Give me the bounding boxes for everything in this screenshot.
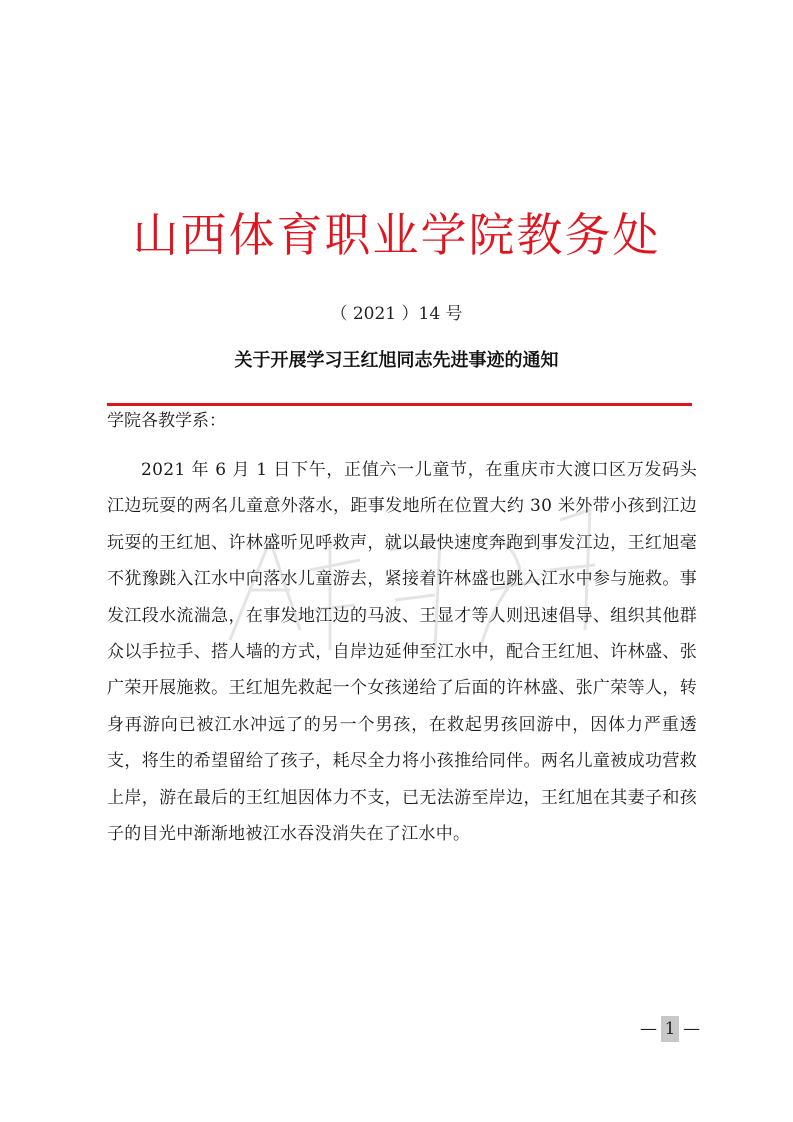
document-number: （ 2021 ）14 号 <box>330 304 463 324</box>
page-number: 1 <box>661 1016 679 1042</box>
red-divider-line <box>107 403 692 406</box>
document-title: 关于开展学习王红旭同志先进事迹的通知 <box>234 350 559 371</box>
body-paragraph: 2021 年 6 月 1 日下午，正值六一儿童节，在重庆市大渡口区万发码头江边玩耍的两名儿童意外落水，距事发地所在位置大约 30 米外带小孩到江边玩耍的王红旭、许林盛听见呼救声，就以最快速度奔跑到事发江边，王红旭毫不犹豫跳入江水中向落水儿童游去，紧接着许林盛也跳入江水中参与施救。事发江段水流湍急，在事发地江边的马波、王显才等人则迅速倡导、组织其他群众以手拉手、搭人墙的方式，自岸边延伸至江水中，配合王红旭、许林盛、张广荣开展施救。王红旭先救起一个女孩递给了后面的许林盛、张广荣等人，转身再游向已被江水冲远了的另一个男孩，在救起男孩回游中，因体力严重透支，将生的希望留给了孩子，耗尽全力将小孩推给同伴。两名儿童被成功营救上岸，游在最后的王红旭因体力不支，已无法游至岸边，王红旭在其妻子和孩子的目光中渐渐地被江水吞没消失在了江水中。 <box>107 460 697 845</box>
organization-title: 山西体育职业学院教务处 <box>132 208 661 262</box>
footer-dash-left: — <box>640 1019 657 1039</box>
page-footer <box>640 1016 700 1042</box>
footer-dash-right: — <box>683 1019 700 1039</box>
salutation: 学院各教学系： <box>107 411 226 431</box>
